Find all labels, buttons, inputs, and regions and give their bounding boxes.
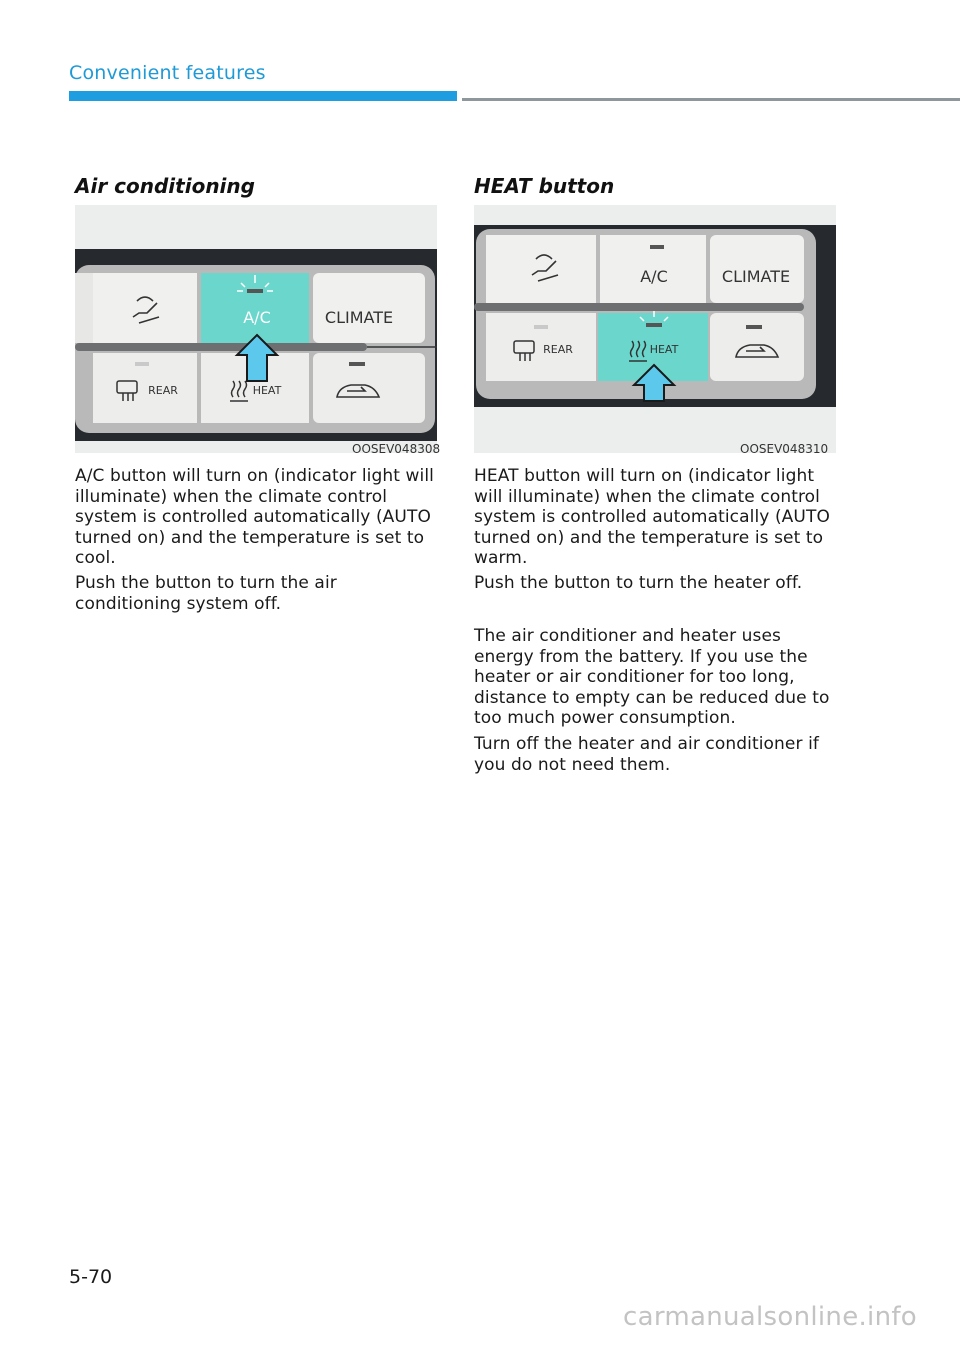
paragraph-heat-1: HEAT button will turn on (indicator light will illuminate) when the climate control system is controlled automatically (AUTO turned on) and the temperature is set to warm. — [474, 466, 830, 568]
ac-button-label: A/C — [243, 308, 271, 327]
figure-heat-panel — [474, 205, 836, 453]
watermark: carmanualsonline.info — [623, 1302, 918, 1332]
header-divider-bar — [462, 98, 960, 101]
rear-button-label: REAR — [148, 384, 178, 397]
section-header-title: Convenient features — [69, 62, 266, 84]
paragraph-heat-2: Push the button to turn the heater off. — [474, 573, 803, 593]
rear-button-label: REAR — [543, 343, 573, 356]
figure-code: OOSEV048310 — [740, 442, 829, 456]
paragraph-ac-2: Push the button to turn the air conditioning system off. — [75, 573, 337, 614]
paragraph-ac-1: A/C button will turn on (indicator light will illuminate) when the climate control system is controlled automatically (AUTO turned on) and the temperature is set to cool. — [75, 466, 434, 568]
paragraph-heat-3: The air conditioner and heater uses energy from the battery. If you use the heater or air conditioner for too long, distance to empty can be reduced due to too much power consumption. — [474, 626, 830, 728]
figure-ac-panel — [75, 205, 437, 453]
heat-button-label: HEAT — [649, 343, 679, 356]
header-accent-bar — [69, 91, 457, 101]
section-title-heat-button: HEAT button — [474, 174, 615, 198]
heat-button-label: HEAT — [252, 384, 282, 397]
heat-panel-illustration — [474, 205, 836, 453]
figure-code: OOSEV048308 — [352, 442, 441, 456]
ac-button-label: A/C — [640, 267, 668, 286]
climate-button-label: CLIMATE — [721, 267, 791, 286]
climate-button-label: CLIMATE — [324, 308, 394, 327]
ac-panel-illustration — [75, 205, 437, 453]
paragraph-heat-4: Turn off the heater and air conditioner if you do not need them. — [474, 734, 819, 775]
section-title-air-conditioning: Air conditioning — [75, 174, 255, 198]
page-number: 5-70 — [69, 1266, 113, 1288]
